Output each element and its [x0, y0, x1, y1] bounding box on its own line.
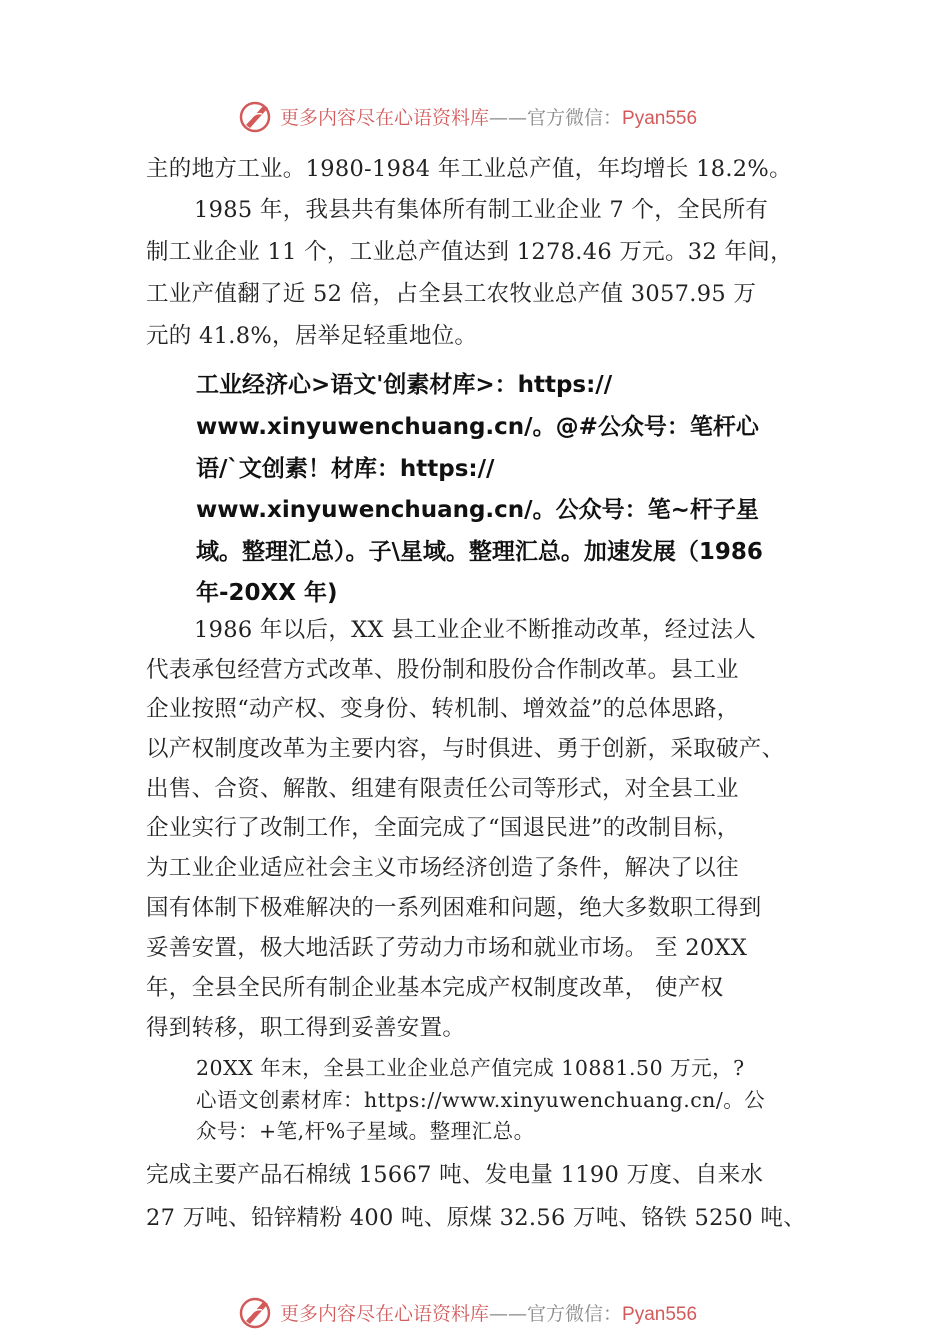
- text-line: 元的 41.8%，居举足轻重地位。: [146, 323, 478, 349]
- text-line: 制工业企业 11 个，工业总产值达到 1278.46 万元。32 年间，: [146, 239, 793, 265]
- text-line: 以产权制度改革为主要内容，与时俱进、勇于创新，采取破产、: [146, 736, 785, 762]
- footer-watermark: [238, 1292, 758, 1332]
- text-line: 出售、合资、解散、组建有限责任公司等形式，对全县工业: [146, 776, 739, 802]
- text-line: 得到转移，职工得到妥善安置。: [146, 1015, 466, 1041]
- watermark-id: Pyan556: [622, 1303, 698, 1325]
- text-line: 20XX 年末，全县工业企业总产值完成 10881.50 万元，?: [196, 1056, 745, 1080]
- pen-logo-icon: [238, 1294, 274, 1330]
- text-line: 完成主要产品石棉绒 15667 吨、发电量 1190 万度、自来水: [146, 1162, 764, 1188]
- text-line: 代表承包经营方式改革、股份制和股份合作制改革。县工业: [146, 657, 739, 683]
- section-heading-line: 工业经济心>语文'创素材库>：https://: [196, 372, 613, 398]
- text-line: 主的地方工业。1980-1984 年工业总产值，年均增长 18.2%。: [146, 156, 792, 182]
- section-heading-line: www.xinyuwenchuang.cn/。公众号：笔~杆子星: [196, 497, 759, 523]
- text-line: 众号：+笔,杆%子星域。整理汇总。: [196, 1119, 535, 1143]
- watermark-main: 更多内容尽在心语资料库: [280, 1302, 490, 1325]
- text-line: 国有体制下极难解决的一系列困难和问题，绝大多数职工得到: [146, 895, 762, 921]
- text-line: 企业实行了改制工作，全面完成了“国退民进”的改制目标，: [146, 815, 740, 841]
- text-line: 年，全县全民所有制企业基本完成产权制度改革， 使产权: [146, 975, 724, 1001]
- header-watermark: [238, 96, 758, 136]
- watermark-main: 更多内容尽在心语资料库: [280, 106, 490, 129]
- text-line: 心语文创素材库：https://www.xinyuwenchuang.cn/。公: [196, 1088, 766, 1112]
- text-line: 妥善安置，极大地活跃了劳动力市场和就业市场。 至 20XX: [146, 935, 748, 961]
- section-heading-line: 年-20XX 年): [196, 580, 338, 606]
- watermark-id: Pyan556: [622, 107, 698, 129]
- text-line: 为工业企业适应社会主义市场经济创造了条件，解决了以往: [146, 855, 739, 881]
- section-heading-line: www.xinyuwenchuang.cn/。@#公众号：笔杆心: [196, 414, 759, 440]
- pen-logo-icon: [238, 98, 274, 134]
- section-heading-line: 语/`文创素！材库：https://: [196, 456, 495, 482]
- text-line: 企业按照“动产权、变身份、转机制、增效益”的总体思路，: [146, 696, 740, 722]
- text-line: 1986 年以后，XX 县工业企业不断推动改革，经过法人: [194, 617, 757, 643]
- section-heading-line: 域。整理汇总）。子\星域。整理汇总。加速发展（1986: [196, 539, 763, 565]
- watermark-dash: ——官方微信：: [489, 106, 623, 129]
- text-line: 1985 年，我县共有集体所有制工业企业 7 个，全民所有: [194, 197, 769, 223]
- watermark-dash: ——官方微信：: [489, 1302, 623, 1325]
- text-line: 工业产值翻了近 52 倍，占全县工农牧业总产值 3057.95 万: [146, 281, 757, 307]
- text-line: 27 万吨、铅锌精粉 400 吨、原煤 32.56 万吨、铬铁 5250 吨、: [146, 1205, 807, 1231]
